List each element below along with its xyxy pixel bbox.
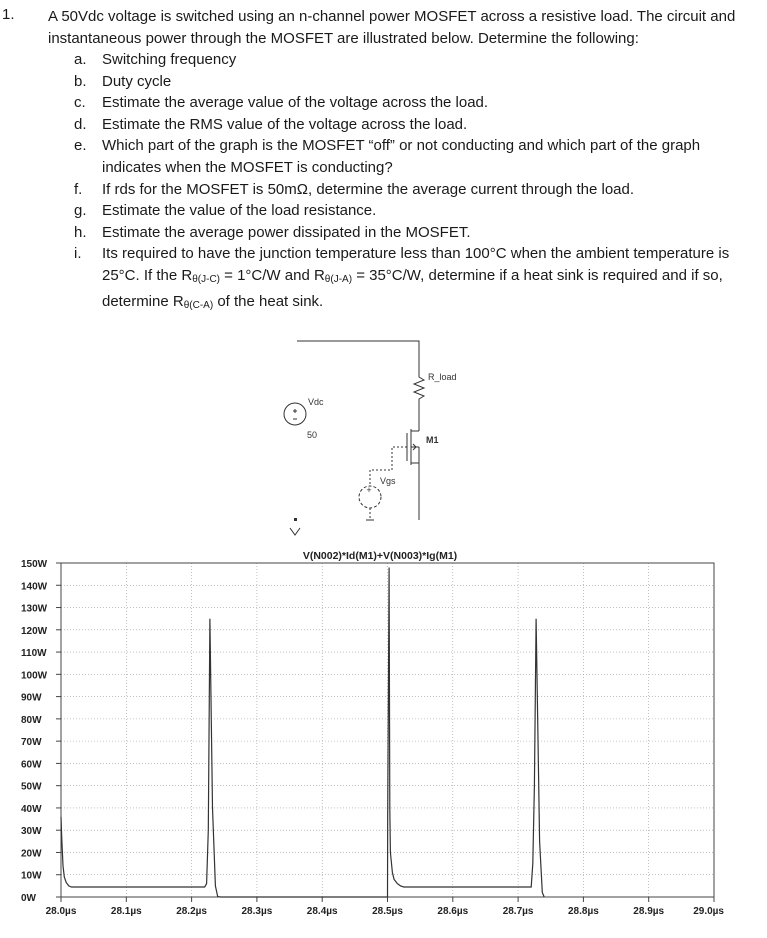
part-text-4: of the heat sink.	[213, 292, 324, 310]
x-tick-label: 28.0µs	[45, 906, 77, 917]
y-axis	[21, 559, 61, 904]
x-tick-label: 28.5µs	[372, 906, 403, 917]
y-tick-label: 110W	[21, 648, 47, 660]
y-tick-label: 0W	[21, 893, 36, 904]
y-tick-label: 150W	[21, 559, 48, 570]
part-text: If rds for the MOSFET is 50mΩ, determine the average current through the load.	[102, 180, 635, 198]
y-tick-label: 100W	[21, 670, 48, 682]
y-tick-label: 20W	[21, 848, 42, 860]
chart-title: V(N002)*Id(M1)+V(N003)*Ig(M1)	[302, 550, 458, 562]
x-tick-label: 28.1µs	[110, 906, 142, 917]
y-tick-label: 140W	[21, 581, 48, 593]
part-text: Estimate the RMS value of the voltage across the load.	[102, 115, 468, 133]
part-text-3: = 35°C/W, determine if a heat sink is required and if so, determine R	[102, 266, 723, 310]
part-text-1: Its required to have the junction temperature less than 100°C when the ambient temperature is 25°C. If the R	[102, 245, 730, 284]
x-tick-label: 28.8µs	[568, 906, 599, 917]
part-text: Duty cycle	[102, 72, 172, 90]
x-tick-label: 28.7µs	[502, 906, 534, 917]
load-name: R_load	[428, 372, 457, 382]
part-label: b.	[74, 72, 87, 90]
part-label: i.	[74, 245, 82, 263]
y-tick-label: 30W	[21, 826, 42, 838]
subscript-jc: θ(J-C)	[192, 273, 220, 285]
y-tick-label: 130W	[21, 603, 48, 615]
subscript-ja: θ(J-A)	[324, 273, 353, 285]
part-text-2: = 1°C/W and R	[220, 266, 325, 284]
x-tick-label: 28.3µs	[241, 906, 273, 917]
y-tick-label: 90W	[21, 692, 42, 704]
x-tick-label: 28.9µs	[633, 906, 665, 917]
part-text: Estimate the value of the load resistance.	[102, 202, 377, 220]
part-text: Estimate the average value of the voltage across the load.	[102, 94, 489, 112]
y-tick-label: 120W	[21, 625, 48, 637]
x-tick-label: 28.4µs	[306, 906, 338, 917]
part-label: c.	[74, 94, 86, 112]
part-label: e.	[74, 137, 87, 155]
source-name: Vdc	[308, 397, 324, 407]
mosfet-name: M1	[426, 435, 439, 445]
gate-source-name: Vgs	[380, 476, 396, 486]
part-label: h.	[74, 223, 87, 241]
part-label: a.	[74, 51, 87, 68]
x-tick-label: 28.6µs	[437, 906, 469, 917]
power-series-line	[61, 568, 544, 898]
y-tick-label: 10W	[21, 870, 42, 882]
question-intro: A 50Vdc voltage is switched using an n-channel power MOSFET across a resistive load. The circuit and instantaneous power through the MOSFET are illustrated below. Determine the following:	[48, 8, 736, 47]
part-label: f.	[74, 180, 83, 198]
source-value: 50	[307, 430, 318, 440]
x-axis	[46, 897, 725, 917]
subscript-ca: θ(C-A)	[183, 299, 214, 311]
y-tick-label: 70W	[21, 737, 42, 749]
y-tick-label: 40W	[21, 803, 42, 815]
x-tick-label: 28.2µs	[176, 906, 207, 917]
part-text: Which part of the graph is the MOSFET “off” or not conducting and which part of the graph indicates when the MOSFET is conducting?	[102, 137, 701, 176]
y-tick-label: 50W	[21, 781, 42, 793]
part-text: Estimate the average power dissipated in the MOSFET.	[102, 223, 471, 241]
plus-sign: +	[366, 485, 372, 495]
y-tick-label: 80W	[21, 714, 42, 726]
y-tick-label: 60W	[21, 759, 42, 771]
question-number: 1.	[2, 6, 15, 23]
part-label: d.	[74, 115, 87, 133]
x-tick-label: 29.0µs	[693, 906, 724, 917]
part-text: Switching frequency	[102, 51, 237, 68]
part-label: g.	[74, 202, 87, 220]
